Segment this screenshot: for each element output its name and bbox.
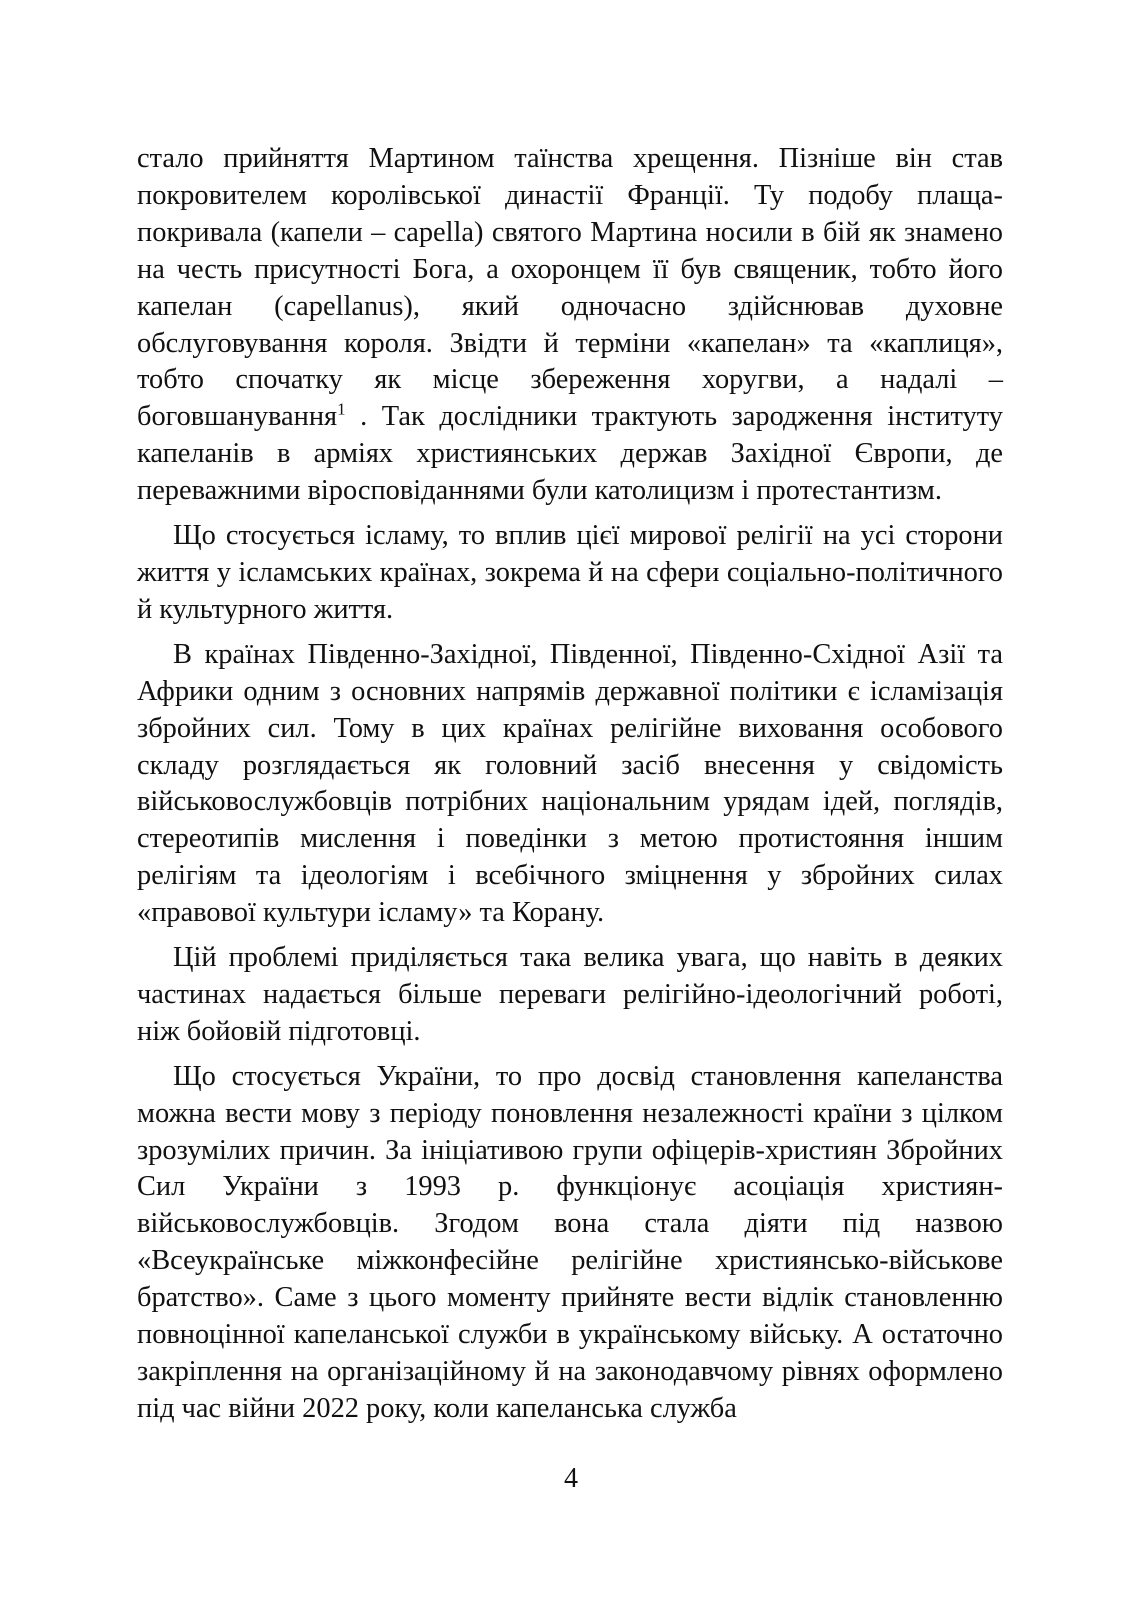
paragraph-5: Що стосується України, то про досвід становлення капеланства можна вести мову з періоду поновлення незалежності країни з цілком зрозумілих причин. За ініціативою групи офіцерів-християн Збройних Сил України з 1993 р. функціонує асоціація християн-військовослужбовців. Згодом вона стала діяти під назвою «Всеукраїнське міжконфесійне релігійне християнсько-військове братство». Саме з цього моменту прийняте вести відлік становленню повноцінної капеланської служби в українському війську. А остаточно закріплення на організаційному й на законодавчому рівнях оформлено під час війни 2022 року, коли капеланська служба — [137, 1060, 1003, 1424]
paragraph-2: Що стосується ісламу, то вплив цієї мирової релігії на усі сторони життя у ісламських країнах, зокрема й на сфери соціально-політичного й культурного життя. — [137, 520, 1003, 625]
paragraph-1 — [137, 141, 1003, 510]
page-number: 4 — [564, 1463, 578, 1494]
paragraph-4: Цій проблемі приділяється така велика увага, що навіть в деяких частинах надається більше переваги релігійно-ідеологічний роботі, ніж бойовій підготовці. — [137, 942, 1003, 1047]
footnote-marker: 1 — [337, 399, 346, 419]
paragraph-1-text-continued: . Так дослідники трактують зародження інституту капеланів в арміях християнських держав Західної Європи, де переважними віросповіданнями були католицизм і протестантизм. — [137, 401, 1003, 507]
body-text — [137, 141, 1003, 1436]
paragraph-1-text: стало прийняття Мартином таїнства хрещення. Пізніше він став покровителем королівської династії Франції. Ту подобу плаща-покривала (капели – capella) святого Мартина носили в бій як знамено на честь присутності Бога, а охоронцем її був священик, тобто його капелан (capellanus), який одночасно здійснював духовне обслуговування короля. Звідти й терміни «капелан» та «каплиця», тобто спочатку як місце збереження хоругви, а надалі – боговшанування — [137, 143, 1003, 433]
paragraph-3: В країнах Південно-Західної, Південної, Південно-Східної Азії та Африки одним з основних напрямів державної політики є ісламізація збройних сил. Тому в цих країнах релігійне виховання особового складу розглядається як головний засіб внесення у свідомість військовослужбовців потрібних національним урядам ідей, поглядів, стереотипів мислення і поведінки з метою протистояння іншим релігіям та ідеологіям і всебічного зміцнення у збройних силах «правової культури ісламу» та Корану. — [137, 638, 1003, 929]
